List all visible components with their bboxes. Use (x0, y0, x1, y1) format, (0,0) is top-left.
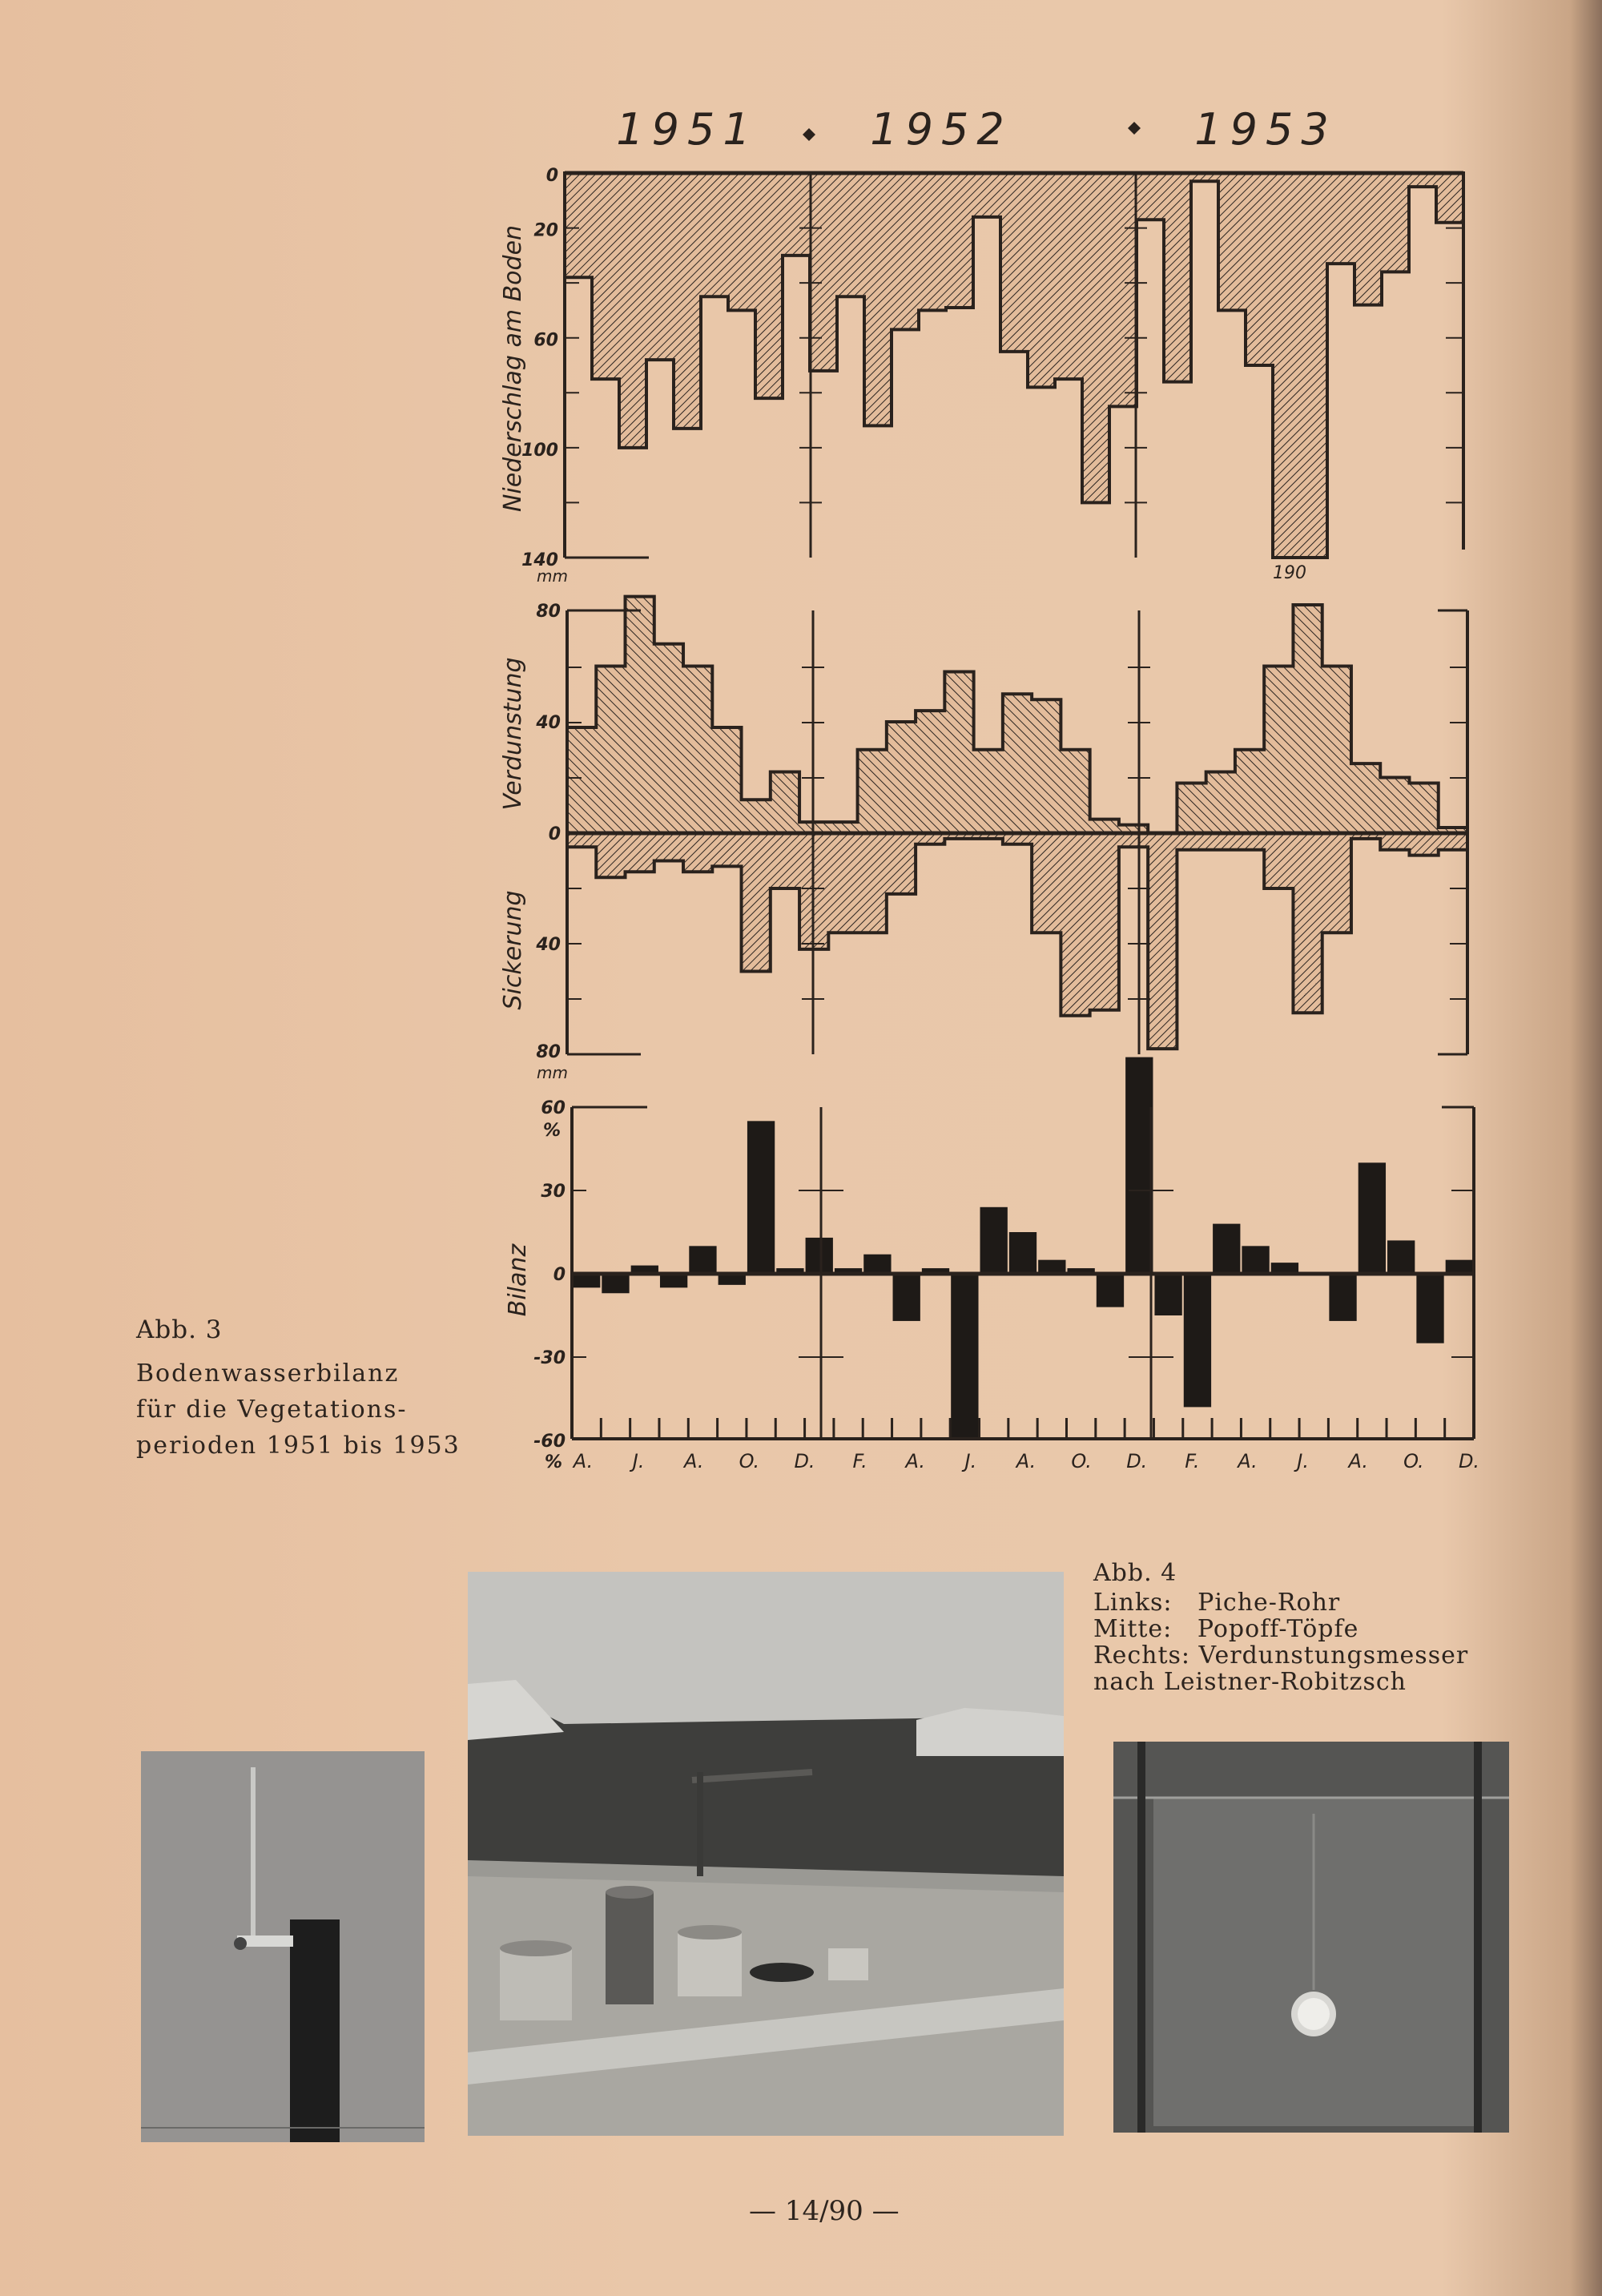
verdunstung-bar (1293, 605, 1322, 833)
sickerung-bar (1206, 833, 1236, 850)
verdunstung-bar (1003, 694, 1032, 833)
bilanz-bar (602, 1274, 629, 1293)
verdunstung-bar (567, 727, 597, 833)
year-headers (616, 104, 1336, 155)
niederschlag-bar (755, 173, 783, 398)
bilanz-bar (863, 1255, 891, 1274)
sickerung-ytick-label: 80 (536, 1042, 561, 1062)
bilanz-bar (1416, 1274, 1443, 1343)
bilanz-bar (1213, 1224, 1240, 1274)
niederschlag-annotation-190: 190 (1273, 563, 1306, 583)
bilanz-bar (1038, 1260, 1065, 1274)
bilanz-bar (1358, 1162, 1386, 1274)
verdunstung-axis-title: Verdunstung (499, 657, 527, 811)
verdunstung-bar (887, 722, 916, 833)
photo-piche-rohr (141, 1751, 425, 2142)
verdunstung-bar (742, 800, 771, 833)
bilanz-bar (806, 1238, 833, 1274)
month-label: O. (1071, 1450, 1092, 1472)
niederschlag-ytick-label: 0 (545, 166, 558, 186)
sickerung-bar (1177, 833, 1206, 850)
niederschlag-bar (565, 173, 593, 277)
verdunstung-bar (1380, 778, 1410, 834)
sickerung-bar (887, 833, 916, 894)
bilanz-percent-bottom: % (545, 1452, 563, 1472)
month-label: D. (1458, 1450, 1480, 1472)
verdunstung-bar (1264, 667, 1294, 834)
abb4-title: Abb. 4 (1093, 1559, 1177, 1587)
niederschlag-bar (1354, 173, 1383, 305)
photo-verdunstungsmesser (1113, 1742, 1509, 2133)
bilanz-bar (1097, 1274, 1124, 1307)
bilanz-bar (689, 1246, 716, 1274)
niederschlag-bar (837, 173, 865, 296)
niederschlag-bar (1137, 173, 1165, 220)
niederschlag-bar (919, 173, 947, 310)
bilanz-percent-top: % (543, 1121, 562, 1141)
bilanz-bar (1242, 1246, 1269, 1274)
niederschlag-ytick-label: 140 (521, 550, 558, 570)
niederschlag-bar (619, 173, 647, 448)
verdunstung-ytick-label: 40 (536, 713, 561, 733)
year-label-1951: 1951 (616, 104, 759, 155)
niederschlag-bar (864, 173, 892, 425)
niederschlag-ytick-label: 20 (533, 220, 558, 241)
niederschlag-bar (1055, 173, 1083, 379)
photo-popoff-toepfe (468, 1572, 1064, 2136)
verdunstung-bar (712, 727, 742, 833)
month-label: D. (1126, 1450, 1148, 1472)
verdunstung-bar (916, 711, 945, 833)
niederschlag-bar (1327, 173, 1355, 264)
niederschlag-bar (1300, 173, 1328, 558)
niederschlag-bar (728, 173, 756, 310)
bilanz-panel (504, 1057, 1479, 1472)
bilanz-bar (660, 1274, 687, 1287)
bilanz-bar (1154, 1274, 1181, 1315)
month-label: A. (573, 1450, 594, 1472)
bilanz-ytick-label: -30 (533, 1348, 566, 1368)
sickerung-bar (1439, 833, 1468, 850)
sickerung-axis-title: Sickerung (499, 890, 527, 1010)
niederschlag-ytick-label: 100 (521, 440, 558, 461)
verdunstung-ytick-label: 0 (548, 824, 561, 844)
niederschlag-ytick-label: 60 (533, 330, 558, 351)
sickerung-bar (1090, 833, 1120, 1010)
sickerung-bar (1293, 833, 1322, 1013)
niederschlag-bar (1000, 173, 1028, 352)
month-label: F. (1185, 1450, 1200, 1472)
sickerung-bar (654, 833, 684, 861)
month-label: O. (739, 1450, 760, 1472)
month-label: F. (852, 1450, 867, 1472)
sickerung-bar (1235, 833, 1265, 850)
verdunstung-sickerung-panel (499, 597, 1468, 1082)
month-label: J. (1297, 1450, 1309, 1472)
verdunstung-bar (974, 750, 1004, 833)
sickerung-bar (567, 833, 597, 847)
month-label: D. (794, 1450, 815, 1472)
bilanz-ytick-label: 0 (553, 1265, 566, 1285)
niederschlag-panel (499, 166, 1464, 586)
year-separator-dot (803, 128, 815, 141)
sickerung-bar (596, 833, 626, 877)
abb3-line-2: für die Vegetations- (136, 1396, 408, 1424)
sickerung-bar (626, 833, 655, 872)
verdunstung-bar (1322, 667, 1352, 834)
niederschlag-bar (1273, 173, 1301, 558)
sickerung-bar (1148, 833, 1177, 1049)
sickerung-bar (1380, 833, 1410, 850)
niederschlag-bar (592, 173, 620, 379)
niederschlag-bar (1409, 173, 1437, 187)
sickerung-bar (683, 833, 713, 872)
verdunstung-bar (654, 644, 684, 833)
bilanz-bar (573, 1274, 600, 1287)
sickerung-bar (1409, 833, 1439, 856)
month-label: A. (905, 1450, 925, 1472)
verdunstung-bar (683, 667, 713, 834)
month-label: O. (1403, 1450, 1424, 1472)
abb3-description (136, 1355, 473, 1464)
sickerung-bar (742, 833, 771, 972)
abb4-line-4: nach Leistner-Robitzsch (1093, 1668, 1407, 1696)
niederschlag-bar (1028, 173, 1056, 387)
sickerung-bar (858, 833, 888, 932)
verdunstung-bar (1090, 820, 1120, 833)
year-label-1952: 1952 (870, 104, 1012, 155)
verdunstung-ytick-label: 80 (536, 602, 561, 622)
niederschlag-bar (1218, 173, 1246, 310)
sickerung-bar (771, 833, 800, 888)
niederschlag-bar (701, 173, 729, 296)
niederschlag-bar (646, 173, 674, 360)
verdunstung-bar (1235, 750, 1265, 833)
month-label: A. (1238, 1450, 1258, 1472)
sickerung-unit-label: mm (537, 1063, 568, 1082)
page-number: — 14/90 — (749, 2195, 900, 2227)
sickerung-ytick-label: 40 (536, 935, 561, 955)
niederschlag-bar (973, 173, 1001, 217)
verdunstung-bar (1177, 783, 1206, 833)
verdunstung-bar (1206, 772, 1236, 833)
bilanz-ytick-label: 30 (541, 1182, 566, 1202)
bilanz-bar (747, 1121, 775, 1274)
sickerung-bar (1119, 833, 1149, 847)
niederschlag-bar (783, 173, 811, 256)
verdunstung-bar (771, 772, 800, 833)
month-label: J. (632, 1450, 645, 1472)
sickerung-bar (828, 833, 858, 932)
bilanz-bar (951, 1274, 978, 1440)
month-label: J. (964, 1450, 977, 1472)
month-label: A. (1016, 1450, 1036, 1472)
niederschlag-bar (1382, 173, 1410, 272)
verdunstung-bar (944, 671, 974, 833)
bilanz-ytick-label: 60 (541, 1098, 566, 1118)
bilanz-bar (1329, 1274, 1356, 1321)
year-label-1953: 1953 (1194, 104, 1337, 155)
abb3-title: Abb. 3 (136, 1315, 223, 1344)
sickerung-bar (1264, 833, 1294, 888)
year-separator-dot (1128, 122, 1141, 135)
abb3-line-3: perioden 1951 bis 1953 (136, 1432, 461, 1460)
niederschlag-bar (946, 173, 974, 308)
bilanz-bar (1387, 1240, 1415, 1274)
bilanz-bar (893, 1274, 920, 1321)
bilanz-bar (1446, 1260, 1473, 1274)
sickerung-bar (712, 833, 742, 866)
niederschlag-bar (1082, 173, 1110, 502)
month-label: A. (684, 1450, 704, 1472)
niederschlag-axis-title: Niederschlag am Boden (499, 224, 527, 513)
bilanz-bar (1009, 1232, 1036, 1274)
niederschlag-unit-label: mm (537, 566, 568, 586)
month-label: A. (1348, 1450, 1368, 1472)
verdunstung-bar (1032, 699, 1061, 833)
niederschlag-bar (1436, 173, 1464, 223)
bilanz-bar (1125, 1057, 1153, 1274)
verdunstung-bar (1409, 783, 1439, 833)
verdunstung-bar (626, 597, 655, 833)
bilanz-axis-title: Bilanz (504, 1243, 532, 1317)
niederschlag-bar (892, 173, 920, 329)
niederschlag-bar (810, 173, 838, 371)
abb3-line-1: Bodenwasserbilanz (136, 1359, 400, 1388)
verdunstung-bar (1351, 763, 1381, 833)
abb4-line-2: Mitte: Popoff-Töpfe (1093, 1615, 1359, 1643)
niederschlag-bar (1109, 173, 1137, 406)
sickerung-bar (1061, 833, 1090, 1016)
abb4-description (1093, 1589, 1468, 1695)
bilanz-ytick-label: -60 (533, 1432, 566, 1452)
sickerung-bar (1322, 833, 1352, 932)
verdunstung-bar (858, 750, 888, 833)
bilanz-bar (980, 1207, 1008, 1274)
verdunstung-bar (1061, 750, 1090, 833)
abb4-line-1: Links: Piche-Rohr (1093, 1589, 1341, 1617)
verdunstung-bar (596, 667, 626, 834)
niederschlag-bar (1246, 173, 1274, 365)
sickerung-bar (1032, 833, 1061, 932)
bilanz-bar (1184, 1274, 1211, 1407)
niederschlag-bar (674, 173, 702, 429)
abb4-line-3: Rechts: Verdunstungsmesser (1093, 1641, 1469, 1670)
niederschlag-bar (1164, 173, 1192, 382)
